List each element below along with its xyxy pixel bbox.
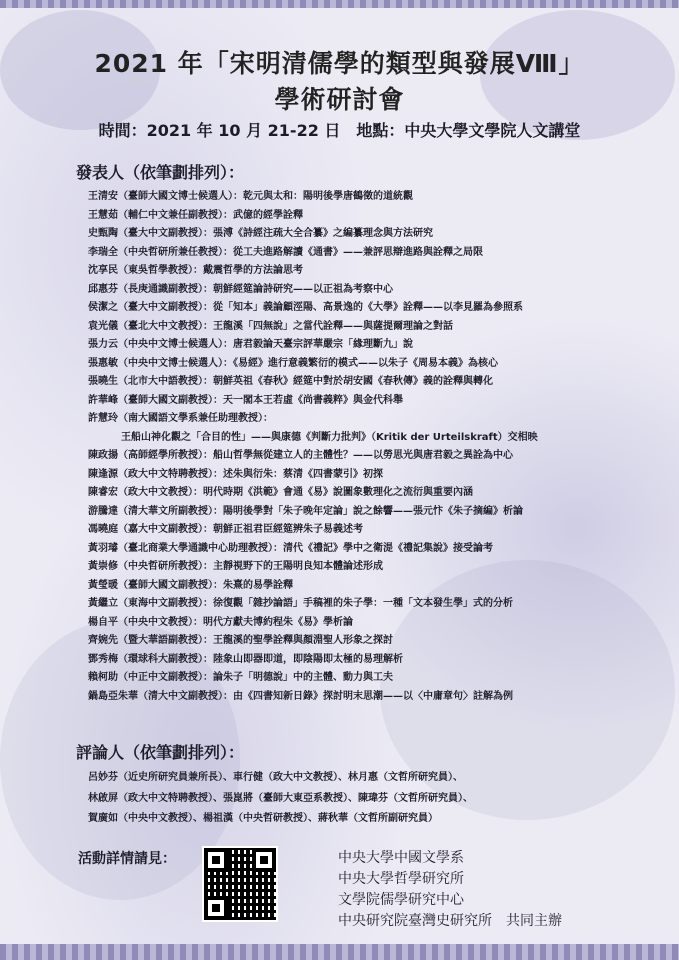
list-item: 陳睿宏（政大中文教授）：明代時期《洪範》會通《易》說圖象數理化之流衍與重要內涵 (88, 487, 473, 498)
organizer: 中央大學哲學研究所 (338, 871, 464, 887)
reviewers-heading: 評論人（依筆劃排列）： (76, 743, 245, 762)
list-item: 侯潔之（臺大中文副教授）：從「知本」義論顧涇陽、高景逸的《大學》詮釋——以李見羅為參照系 (88, 302, 523, 313)
poster-title: 2021 年「宋明清儒學的類型與發展Ⅷ」 (94, 49, 585, 78)
organizer: 中央大學中國文學系 (338, 850, 464, 866)
list-item: 賴柯助（中正中文副教授）：論朱子「明德說」中的主體、動力與工夫 (88, 672, 393, 683)
list-item: 王慧茹（輔仁中文兼任副教授）：武億的經學詮釋 (88, 209, 303, 221)
more-info-label: 活動詳情請見： (78, 851, 176, 867)
list-item: 馮曉庭（嘉大中文副教授）：朝鮮正祖君臣經筵辨朱子易義述考 (88, 524, 363, 535)
list-item: 王清安（臺師大國文博士候選人）：乾元與太和：陽明後學唐鶴徵的道統觀 (88, 191, 413, 202)
poster-subtitle: 學術研討會 (274, 85, 405, 114)
list-item: 史甄陶（臺大中文副教授）：張溥《詩經注疏大全合纂》之編纂理念與方法研究 (88, 228, 433, 239)
list-item: 李瑞全（中央哲研所兼任教授）：從工夫進路解讀《通書》——兼評思辯進路與詮釋之局限 (88, 246, 483, 258)
list-item: 張曉生（北市大中語教授）：朝鮮英祖《春秋》經筵中對於胡安國《春秋傳》義的詮釋與轉化 (88, 376, 493, 387)
list-item: 林啟屏（政大中文特聘教授）、張崑將（臺師大東亞系教授）、陳瑋芬（文哲所研究員）、 (88, 792, 473, 804)
list-item: 游騰達（清大華文所副教授）：陽明後學對「朱子晚年定論」說之餘響——張元忭《朱子摘編》析論 (88, 505, 523, 517)
reviewers-list (88, 768, 663, 830)
list-item: 黃羽璿（臺北商業大學通識中心助理教授）：清代《禮記》學中之衛湜《禮記集說》接受論考 (88, 542, 493, 554)
list-item: 沈享民（東吳哲學教授）：戴震哲學的方法論思考 (88, 265, 303, 276)
list-item: 張力云（中央中文博士候選人）：唐君毅論天臺宗評華嚴宗「緣理斷九」說 (88, 339, 413, 350)
list-item: 賀廣如（中央中文教授）、楊祖漢（中央哲研教授）、蔣秋華（文哲所副研究員） (88, 813, 438, 824)
list-item: 黃繼立（東海中文副教授）：徐復觀「雜抄論語」手稿裡的朱子學：一種「文本發生學」式的分析 (88, 598, 513, 609)
list-item: 呂妙芬（近史所研究員兼所長）、車行健（政大中文教授）、林月惠（文哲所研究員）、 (88, 772, 463, 783)
bottom-border (0, 944, 679, 960)
list-item: 鍋島亞朱華（清大中文副教授）：由《四書知新日錄》探討明末思潮——以〈中庸章句〉註解為例 (88, 690, 513, 702)
organizers (338, 848, 562, 932)
list-item: 王船山神化觀之「合目的性」——與康德《判斷力批判》（Kritik der Urteilskraft）交相映 (121, 431, 538, 443)
list-item: 鄧秀梅（環球科大副教授）：陸象山即器即道，即陰陽即太極的易理解析 (88, 653, 403, 665)
list-item: 楊自平（中央中文教授）：明代方獻夫博約程朱《易》學析論 (88, 616, 353, 628)
list-item: 陳政揚（高師經學所教授）：船山哲學無從建立人的主體性？——以勞思光與唐君毅之異詮為中心 (88, 450, 513, 461)
organizer: 文學院儒學研究中心 (338, 892, 464, 908)
list-item: 黃崇修（中央哲研所教授）：主靜視野下的王陽明良知本體論述形成 (88, 561, 383, 572)
list-item: 許華峰（臺師大國文副教授）：天一閣本王若虛《尚書義粹》與金代科舉 (88, 394, 403, 406)
list-item: 張惠敏（中央中文博士候選人）：《易經》進行意義繁衍的模式——以朱子《周易本義》為核心 (88, 357, 498, 369)
speakers-list (88, 188, 663, 706)
list-item: 袁光儀（臺北大中文教授）：王龍溪「四無說」之當代詮釋——與薩提爾理論之對話 (88, 320, 453, 332)
list-item: 許慧玲（南大國語文學系兼任助理教授）： (88, 413, 273, 424)
list-item: 陳逢源（政大中文特聘教授）：述朱與衍朱：蔡清《四書蒙引》初探 (88, 468, 383, 480)
list-item: 黃瑩暖（臺師大國文副教授）：朱熹的易學詮釋 (88, 579, 293, 591)
list-item: 邱惠芬（長庚通識副教授）：朝鮮經筵論詩研究——以正祖為考察中心 (88, 283, 393, 295)
time-location: 時間：2021 年 10 月 21-22 日 地點：中央大學文學院人文講堂 (98, 121, 581, 140)
organizer: 中央研究院臺灣史研究所 共同主辦 (338, 913, 562, 929)
list-item: 齊婉先（暨大華語副教授）：王龍溪的聖學詮釋與顏淵聖人形象之探討 (88, 635, 393, 646)
top-border (0, 0, 679, 8)
speakers-heading: 發表人（依筆劃排列）： (76, 163, 245, 182)
qr-code[interactable] (202, 846, 278, 922)
